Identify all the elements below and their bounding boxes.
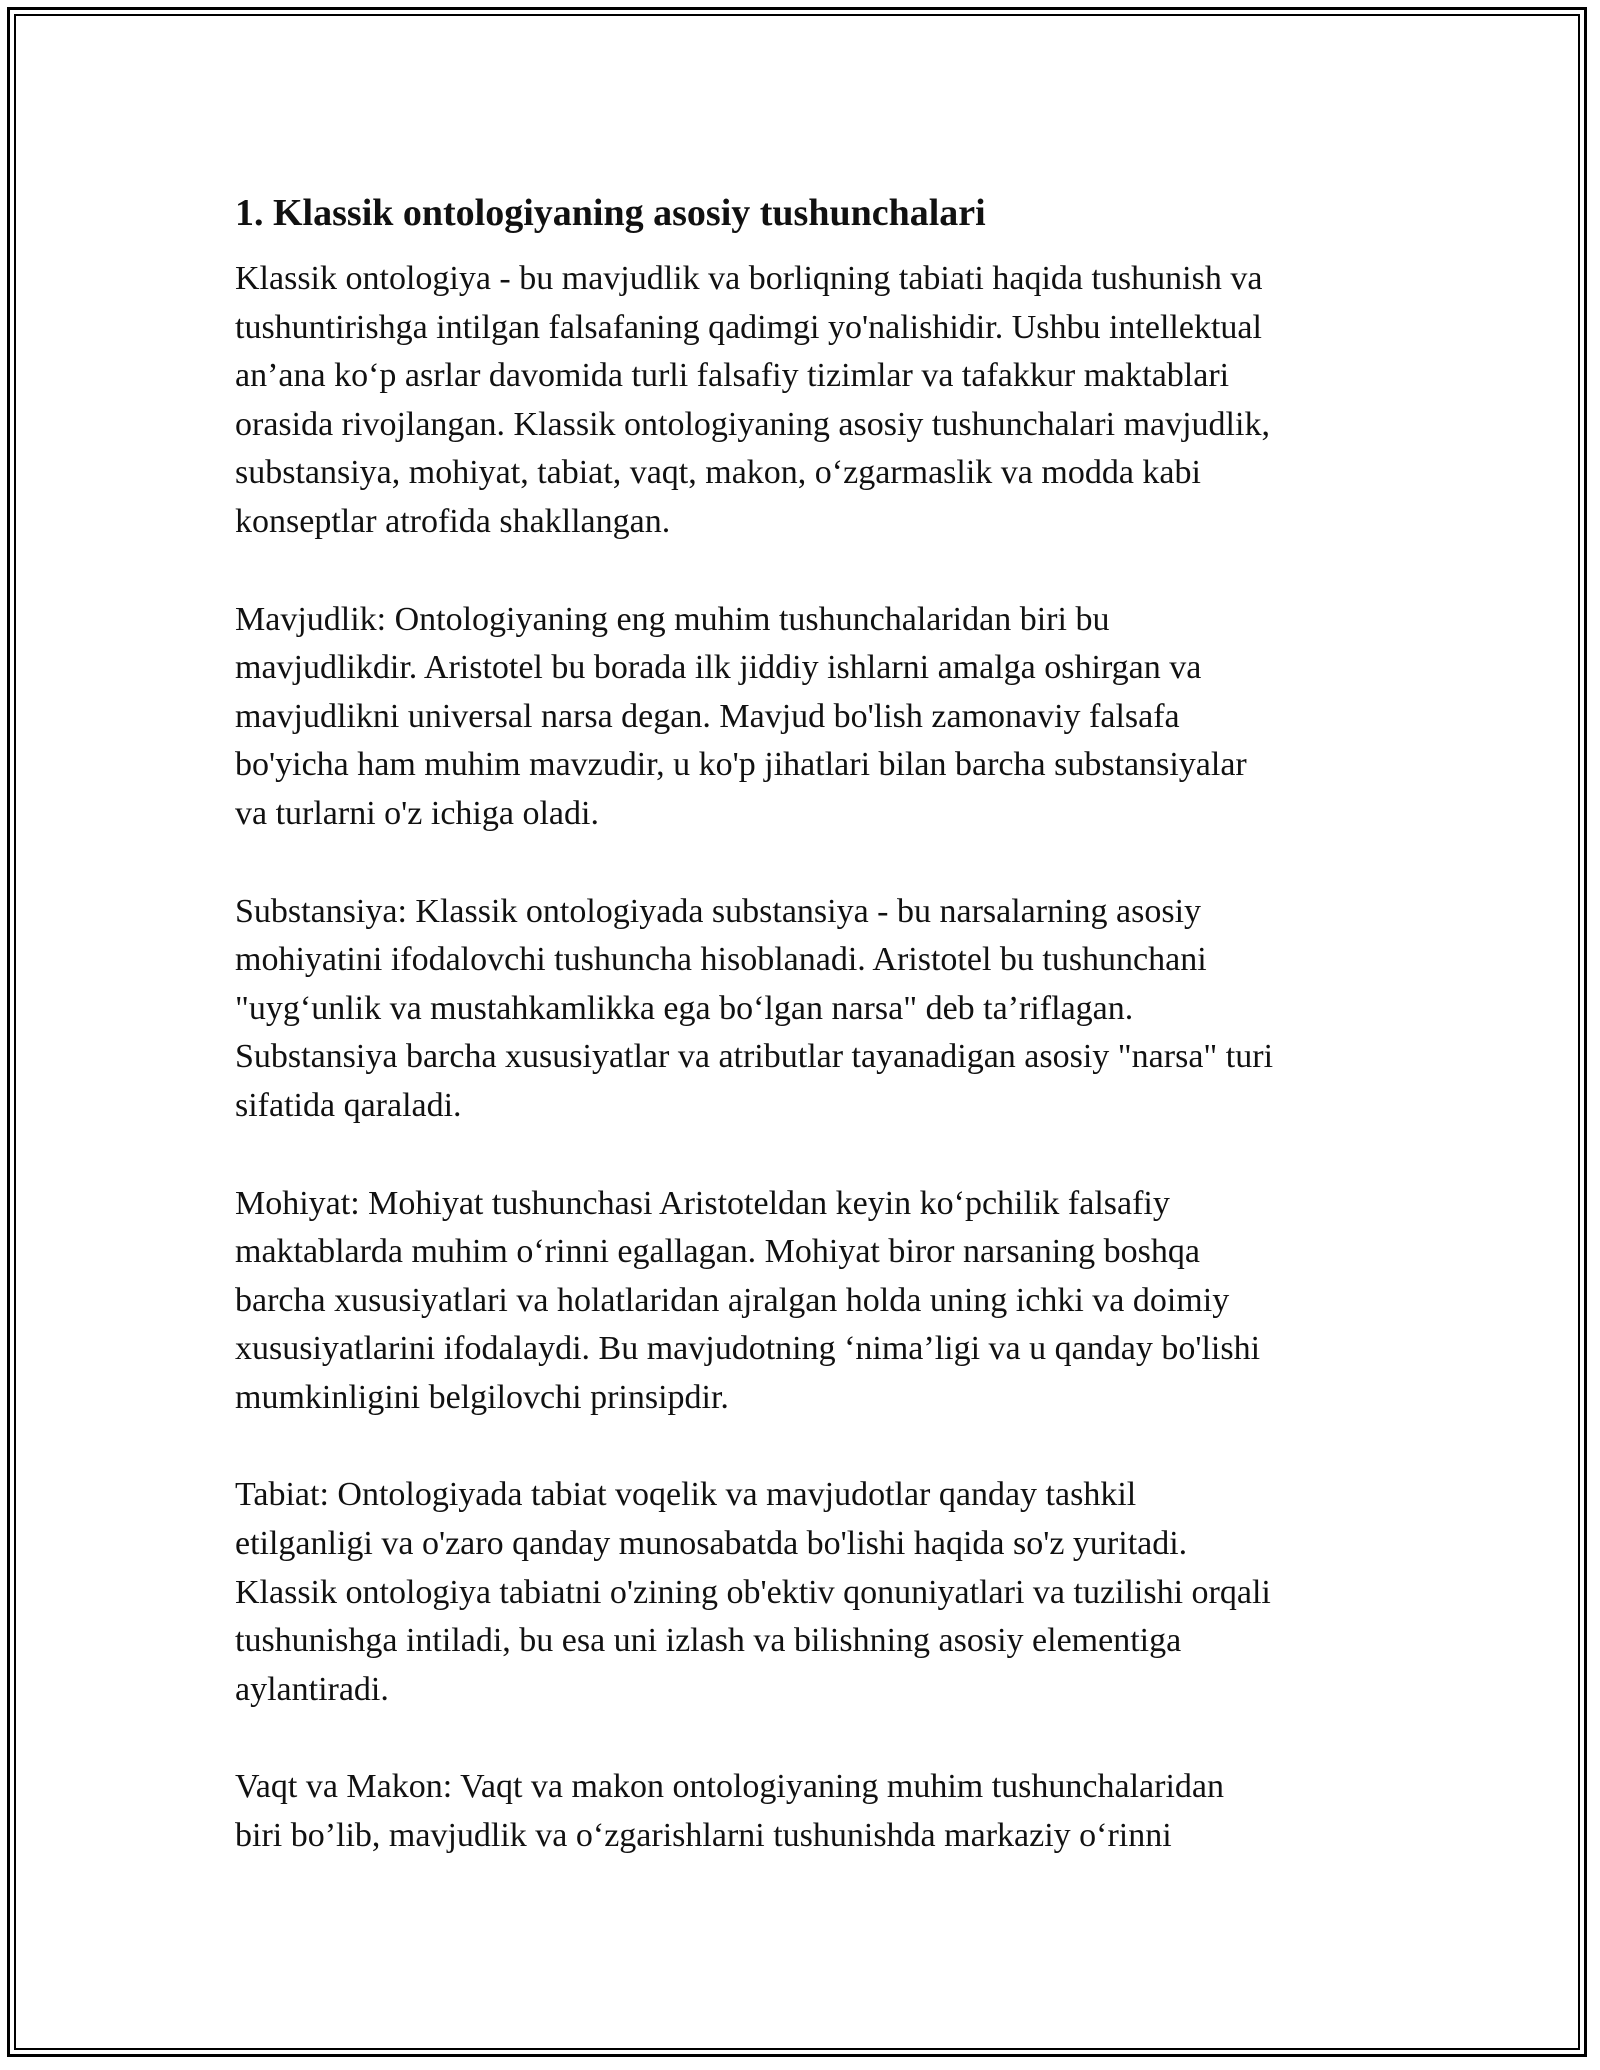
text-line: Mohiyat: Mohiyat tushunchasi Aristoteldan keyin ko‘pchilik falsafiy: [235, 1184, 1170, 1222]
text-line: orasida rivojlangan. Klassik ontologiyaning asosiy tushunchalari mavjudlik,: [235, 405, 1270, 443]
text-line: bo'yicha ham muhim mavzudir, u ko'p jihatlari bilan barcha substansiyalar: [235, 746, 1247, 784]
document-body: [235, 183, 1365, 1910]
text-line: konseptlar atrofida shakllangan.: [235, 502, 671, 540]
text-line: Klassik ontologiya - bu mavjudlik va borliqning tabiati haqida tushunish va: [235, 260, 1263, 297]
paragraph-intro: [235, 255, 1365, 547]
text-line: Vaqt va Makon: Vaqt va makon ontologiyaning muhim tushunchalaridan: [235, 1768, 1224, 1806]
text-line: an’ana ko‘p asrlar davomida turli falsafiy tizimlar va tafakkur maktablari: [235, 357, 1230, 395]
paragraph-mohiyat: [235, 1180, 1365, 1423]
text-line: etilganligi va o'zaro qanday munosabatda bo'lishi haqida so'z yuritadi.: [235, 1525, 1188, 1563]
text-line: Mavjudlik: Ontologiyaning eng muhim tushunchalaridan biri bu: [235, 600, 1110, 638]
text-line: "uyg‘unlik va mustahkamlikka ega bo‘lgan narsa" deb ta’riflagan.: [235, 989, 1134, 1027]
text-line: mohiyatini ifodalovchi tushuncha hisoblanadi. Aristotel bu tushunchani: [235, 941, 1207, 979]
paragraph-vaqt-makon: [235, 1763, 1365, 1860]
text-line: sifatida qaraladi.: [235, 1086, 462, 1124]
text-line: va turlarni o'z ichiga oladi.: [235, 794, 599, 832]
text-line: Substansiya: Klassik ontologiyada substansiya - bu narsalarning asosiy: [235, 892, 1202, 930]
text-line: barcha xususiyatlari va holatlaridan ajralgan holda uning ichki va doimiy: [235, 1281, 1230, 1319]
text-line: biri bo’lib, mavjudlik va o‘zgarishlarni tushunishda markaziy o‘rinni: [235, 1817, 1172, 1855]
text-line: aylantiradi.: [235, 1670, 389, 1708]
paragraph-substansiya: [235, 888, 1365, 1131]
text-line: mavjudlikni universal narsa degan. Mavjud bo'lish zamonaviy falsafa: [235, 697, 1180, 735]
section-heading: 1. Klassik ontologiyaning asosiy tushunchalari: [235, 192, 986, 234]
text-line: mavjudlikdir. Aristotel bu borada ilk jiddiy ishlarni amalga oshirgan va: [235, 649, 1202, 687]
paragraph-tabiat: [235, 1471, 1365, 1714]
text-line: maktablarda muhim o‘rinni egallagan. Mohiyat biror narsaning boshqa: [235, 1233, 1200, 1271]
text-line: Tabiat: Ontologiyada tabiat voqelik va mavjudotlar qanday tashkil: [235, 1476, 1137, 1514]
paragraph-mavjudlik: [235, 596, 1365, 839]
text-line: Klassik ontologiya tabiatni o'zining ob'ektiv qonuniyatlari va tuzilishi orqali: [235, 1573, 1271, 1611]
text-line: mumkinligini belgilovchi prinsipdir.: [235, 1378, 729, 1416]
text-line: Substansiya barcha xususiyatlar va atributlar tayanadigan asosiy "narsa" turi: [235, 1038, 1274, 1076]
text-line: tushuntirishga intilgan falsafaning qadimgi yo'nalishidir. Ushbu intellektual: [235, 308, 1262, 346]
text-line: tushunishga intiladi, bu esa uni izlash va bilishning asosiy elementiga: [235, 1622, 1182, 1660]
text-line: substansiya, mohiyat, tabiat, vaqt, makon, o‘zgarmaslik va modda kabi: [235, 454, 1201, 492]
text-line: xususiyatlarini ifodalaydi. Bu mavjudotning ‘nima’ligi va u qanday bo'lishi: [235, 1330, 1261, 1368]
